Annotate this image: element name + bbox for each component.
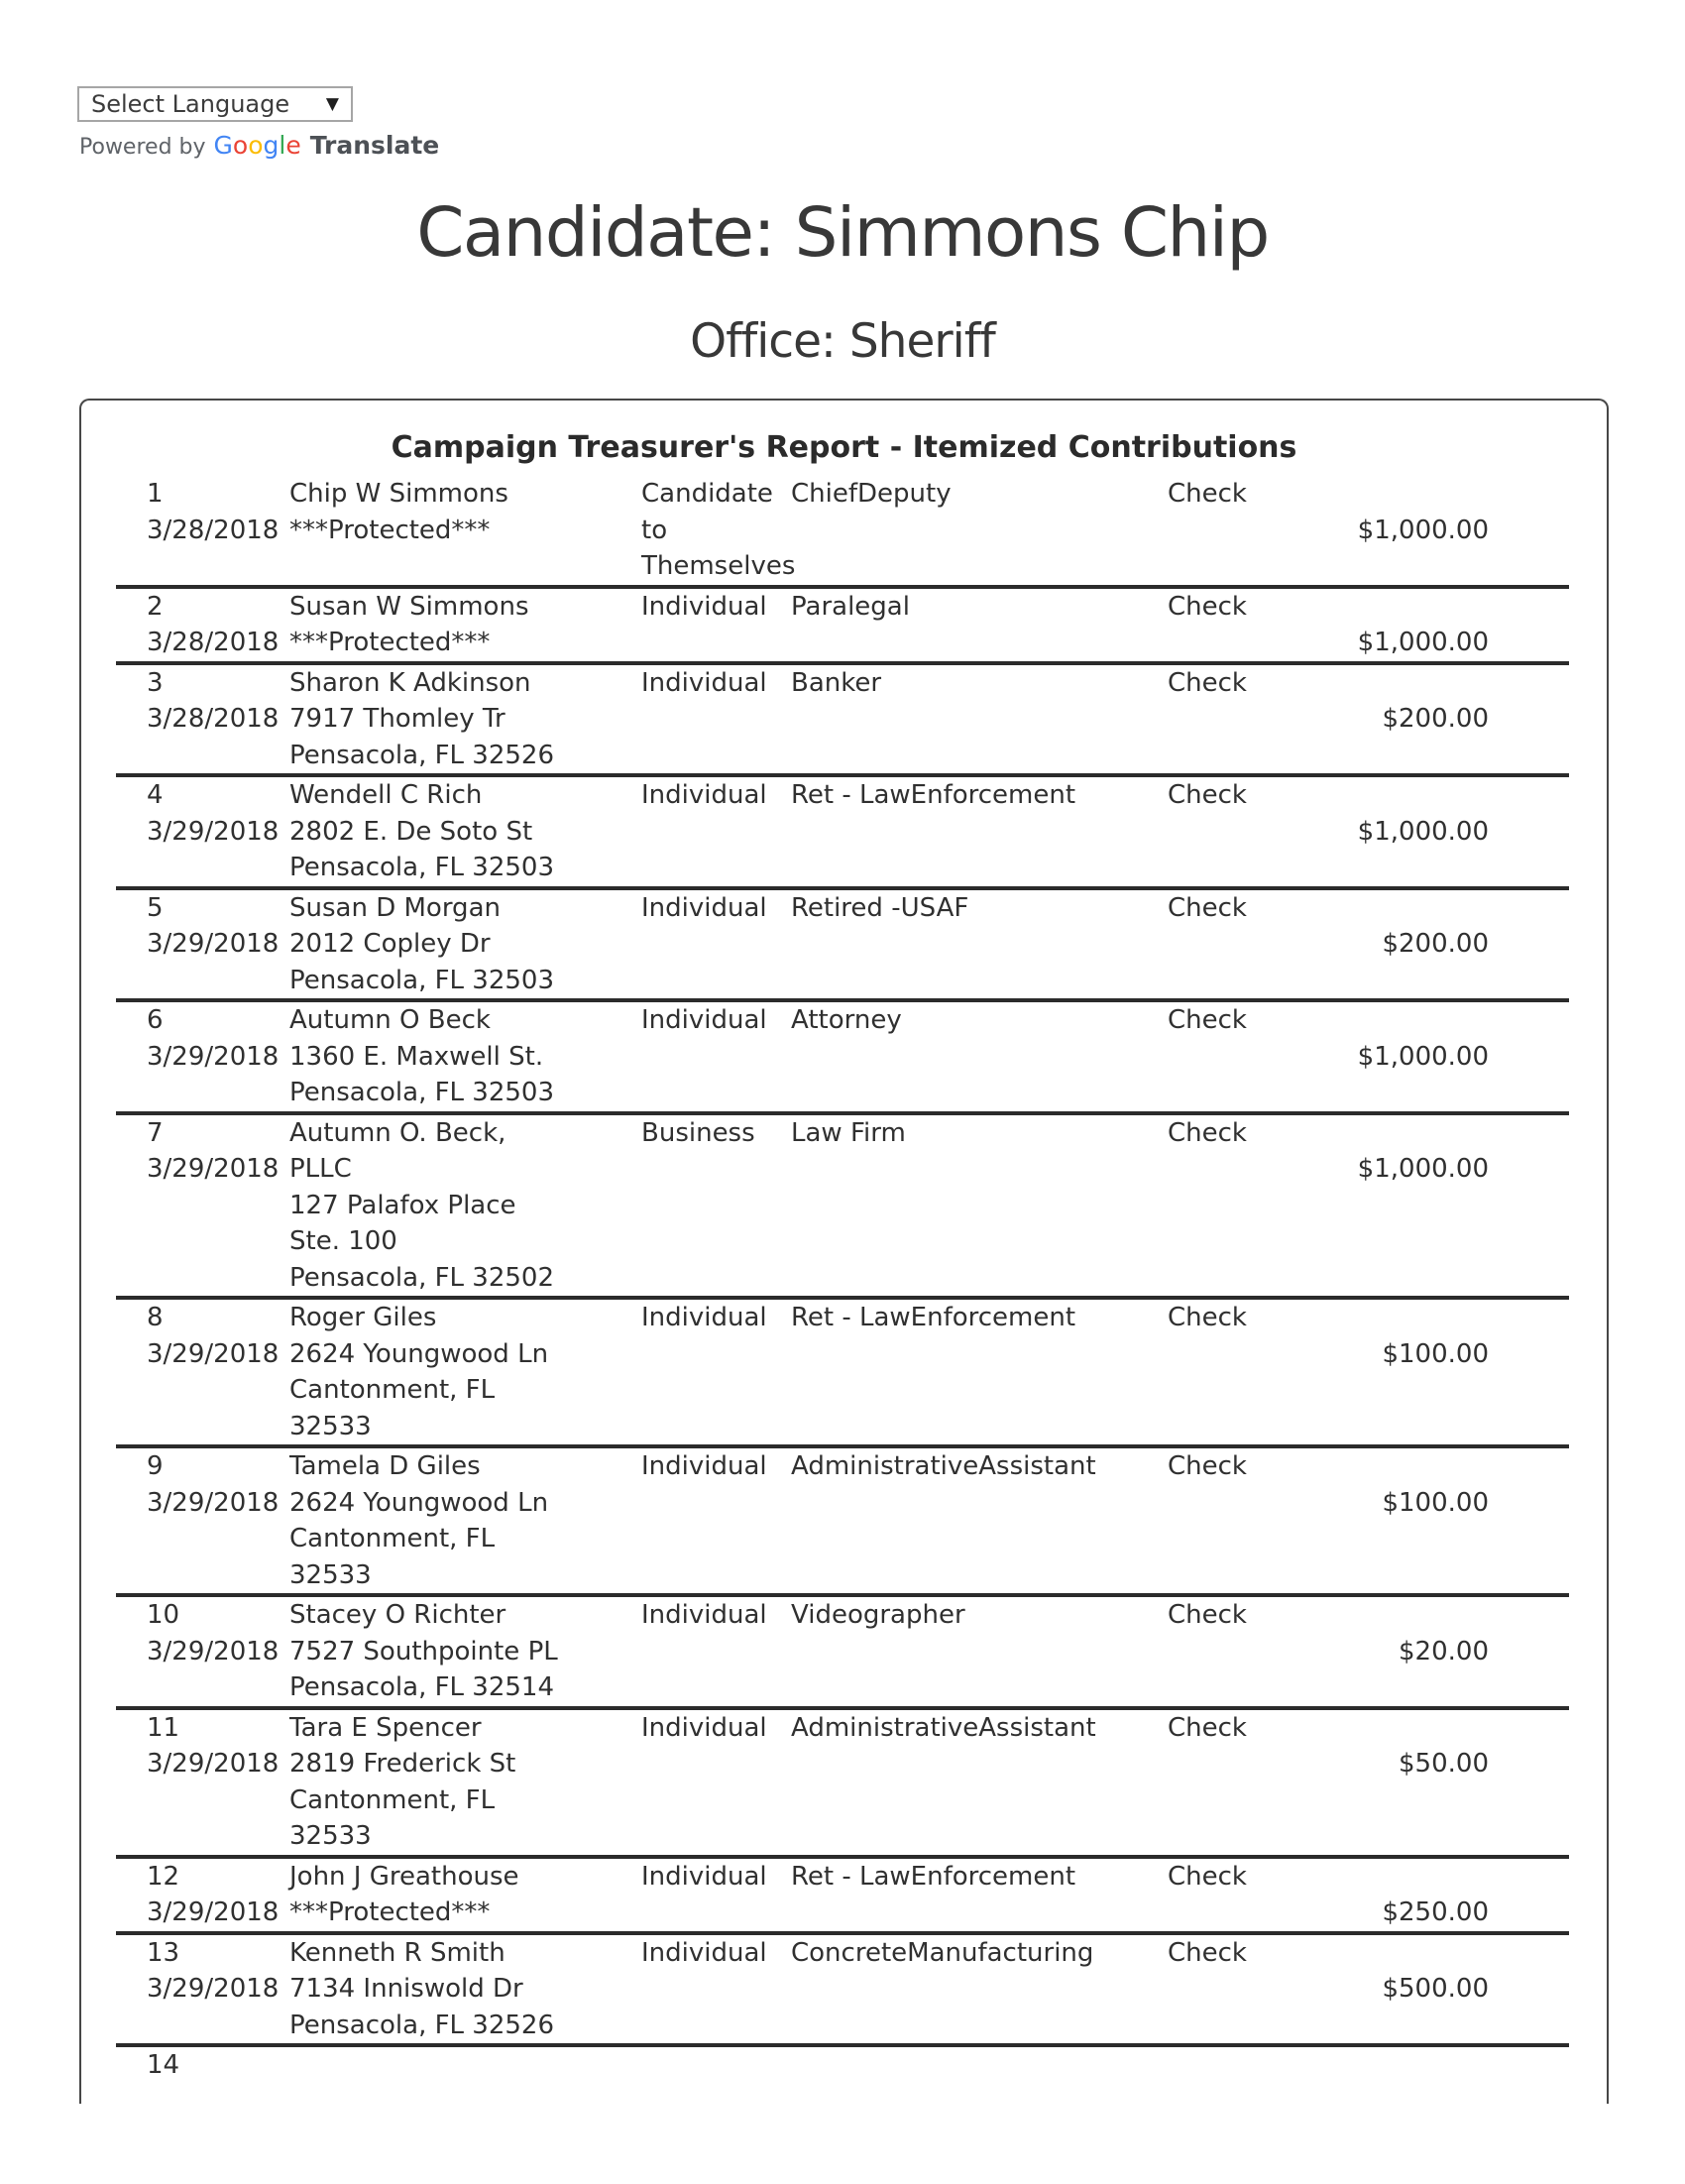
cell-payment-type: Check [1168,1303,1247,1332]
cell-contributor-type [641,1448,791,1593]
cell-contributor-type [641,665,791,774]
row-date: 3/28/2018 [147,515,280,545]
cell-occupation: ChiefDeputy [791,479,952,509]
row-seq: 5 [147,892,164,923]
text-line: ***Protected*** [289,628,491,657]
cell-name-address [289,1859,641,1931]
text-line: 2624 Youngwood Ln [289,1338,549,1369]
cell-contributor-type [641,1115,791,1297]
translate-attribution[interactable] [79,131,439,161]
table-row [147,1859,1607,1931]
cell-name-address [289,1448,641,1593]
row-date: 3/29/2018 [147,1897,280,1927]
cell-occupation: Ret - LawEnforcement [791,1303,1076,1332]
cell-amount: $20.00 [1399,1636,1489,1667]
cell-occupation: Ret - LawEnforcement [791,1861,1076,1892]
row-seq: 14 [147,2050,180,2080]
text-line: Ste. 100 [289,1226,397,1256]
cell-payment-type: Check [1168,667,1247,698]
row-date: 3/29/2018 [147,1487,280,1518]
text-line: 2802 E. De Soto St [289,816,533,847]
cell-amount: $100.00 [1382,1338,1489,1369]
cell-seq-date [147,1935,289,2044]
cell-payment-type: Check [1168,1005,1247,1035]
text-line: Susan D Morgan [289,892,501,923]
google-logo-letter: o [232,131,249,160]
row-date: 3/29/2018 [147,1636,280,1667]
text-line: 7134 Inniswold Dr [289,1974,523,2004]
cell-occupation: ConcreteManufacturing [791,1937,1094,1968]
text-line: 127 Palafox Place [289,1190,516,1220]
cell-name-address [289,589,641,661]
text-line: Themselves [641,551,796,581]
row-date: 3/29/2018 [147,1974,280,2004]
cell-name-address [289,665,641,774]
cell-contributor-type [641,2047,791,2104]
row-date: 3/29/2018 [147,1749,280,1779]
row-seq: 13 [147,1937,180,1968]
candidate-title: Candidate: Simmons Chip [416,193,1269,273]
cell-contributor-type [641,1597,791,1706]
text-line: Stacey O Richter [289,1600,506,1630]
row-date: 3/29/2018 [147,816,280,847]
cell-contributor-type [641,777,791,886]
cell-seq-date [147,777,289,886]
contributions-table [81,476,1607,2104]
google-logo-letter: g [263,131,280,160]
row-seq: 2 [147,591,164,622]
text-line: Wendell C Rich [289,780,483,810]
table-row [147,1300,1607,1444]
text-line: Autumn O Beck [289,1005,491,1035]
cell-seq-date [147,1859,289,1931]
cell-seq-date [147,890,289,999]
row-seq: 4 [147,780,164,810]
cell-name-address [289,1300,641,1444]
text-line: 32533 [289,1821,372,1851]
cell-contributor-type [641,1710,791,1855]
translate-label: Translate [309,131,440,160]
cell-contributor-type [641,890,791,999]
cell-occupation: Retired -USAF [791,892,969,923]
table-row [147,2047,1607,2104]
row-seq: 10 [147,1600,180,1630]
text-line: ***Protected*** [289,515,491,545]
text-line: Individual [641,1861,767,1892]
cell-amount [1316,2047,1489,2104]
text-line: Pensacola, FL 32503 [289,853,555,882]
cell-seq-date [147,1597,289,1706]
text-line: Pensacola, FL 32514 [289,1672,555,1702]
cell-name-address [289,1710,641,1855]
text-line: 1360 E. Maxwell St. [289,1041,544,1072]
text-line: 2819 Frederick St [289,1749,516,1779]
cell-amount: $500.00 [1382,1974,1489,2004]
cell-name-address [289,476,641,585]
cell-contributor-type [641,1935,791,2044]
text-line: 7917 Thomley Tr [289,704,506,734]
cell-occupation: Attorney [791,1005,902,1035]
cell-occupation: Videographer [791,1600,965,1630]
cell-occupation: AdministrativeAssistant [791,1451,1096,1481]
text-line: Individual [641,591,767,622]
cell-payment-type: Check [1168,1861,1247,1892]
cell-amount: $1,000.00 [1357,628,1489,657]
cell-amount: $1,000.00 [1357,1041,1489,1072]
text-line: Sharon K Adkinson [289,667,531,698]
row-seq: 8 [147,1303,164,1332]
cell-name-address [289,1002,641,1111]
text-line: Individual [641,1303,767,1332]
text-line: Susan W Simmons [289,591,529,622]
google-logo-letter: l [279,131,286,160]
report-title: Campaign Treasurer's Report - Itemized Contributions [391,430,1297,465]
cell-payment-type: Check [1168,1712,1247,1743]
cell-occupation: Law Firm [791,1117,906,1148]
cell-amount: $1,000.00 [1357,1154,1489,1184]
text-line: Autumn O. Beck, [289,1117,506,1148]
chevron-down-icon: ▼ [325,94,339,114]
table-row [147,890,1607,999]
cell-seq-date [147,2047,289,2104]
row-seq: 1 [147,479,164,509]
cell-occupation [791,2047,1168,2104]
row-date: 3/29/2018 [147,1041,280,1072]
text-line: to [641,515,668,545]
text-line: Pensacola, FL 32502 [289,1262,555,1293]
row-date: 3/29/2018 [147,929,280,959]
cell-payment-type: Check [1168,479,1247,509]
row-date: 3/29/2018 [147,1338,280,1369]
text-line: Individual [641,1005,767,1035]
text-line: Pensacola, FL 32526 [289,2010,555,2040]
text-line: 7527 Southpointe PL [289,1636,558,1667]
cell-contributor-type [641,1002,791,1111]
table-row [147,1710,1607,1855]
cell-name-address [289,1935,641,2044]
cell-occupation: Paralegal [791,591,910,622]
cell-payment-type: Check [1168,892,1247,923]
text-line: Individual [641,1600,767,1630]
cell-seq-date [147,1002,289,1111]
text-line: Pensacola, FL 32503 [289,965,555,995]
cell-name-address [289,777,641,886]
language-select[interactable] [77,86,353,122]
cell-contributor-type [641,1300,791,1444]
language-select-label: Select Language [91,90,290,118]
row-date: 3/29/2018 [147,1154,280,1184]
text-line: Candidate [641,479,773,509]
row-seq: 9 [147,1451,164,1481]
powered-by-text: Powered by [79,135,206,160]
text-line: John J Greathouse [289,1861,519,1892]
cell-seq-date [147,476,289,585]
text-line: 2012 Copley Dr [289,929,491,959]
table-row [147,1597,1607,1706]
table-row [147,1002,1607,1111]
text-line: Individual [641,780,767,810]
cell-occupation: Ret - LawEnforcement [791,780,1076,810]
cell-seq-date [147,665,289,774]
text-line: 32533 [289,1559,372,1590]
text-line: Individual [641,892,767,923]
table-row [147,589,1607,661]
cell-payment-type: Check [1168,1937,1247,1968]
table-row [147,1115,1607,1297]
row-seq: 6 [147,1005,164,1035]
text-line: Individual [641,1937,767,1968]
text-line: 2624 Youngwood Ln [289,1487,549,1518]
text-line: Tara E Spencer [289,1712,482,1743]
cell-payment-type: Check [1168,780,1247,810]
cell-amount: $1,000.00 [1357,816,1489,847]
row-date: 3/28/2018 [147,704,280,734]
text-line: Pensacola, FL 32526 [289,740,555,770]
cell-occupation: Banker [791,667,882,698]
text-line: Cantonment, FL [289,1784,496,1815]
cell-contributor-type [641,476,796,585]
text-line: Kenneth R Smith [289,1937,506,1968]
text-line: PLLC [289,1154,352,1184]
google-logo [214,131,301,160]
cell-seq-date [147,589,289,661]
report-box [79,399,1609,2104]
row-date: 3/28/2018 [147,628,280,657]
cell-amount: $50.00 [1399,1749,1489,1779]
table-row [147,665,1607,774]
cell-payment-type: Check [1168,591,1247,622]
text-line: Pensacola, FL 32503 [289,1078,555,1107]
cell-amount: $250.00 [1382,1897,1489,1927]
cell-payment-type: Check [1168,1117,1247,1148]
cell-amount: $200.00 [1382,704,1489,734]
text-line: Business [641,1117,755,1148]
cell-name-address [289,1115,641,1297]
table-row [147,1448,1607,1593]
cell-seq-date [147,1300,289,1444]
cell-seq-date [147,1115,289,1297]
google-logo-letter: e [285,131,301,160]
text-line: Individual [641,1712,767,1743]
cell-amount: $1,000.00 [1357,515,1489,545]
text-line: Individual [641,1451,767,1481]
text-line: Chip W Simmons [289,479,508,509]
table-row [147,1935,1607,2044]
cell-amount: $100.00 [1382,1487,1489,1518]
text-line: Cantonment, FL [289,1524,496,1553]
text-line: 32533 [289,1411,372,1441]
row-seq: 7 [147,1117,164,1148]
google-logo-letter: o [248,131,264,160]
row-seq: 12 [147,1861,180,1892]
cell-contributor-type [641,589,791,661]
cell-seq-date [147,1710,289,1855]
cell-name-address [289,890,641,999]
cell-payment-type: Check [1168,1451,1247,1481]
text-line: Individual [641,667,767,698]
google-logo-letter: G [213,131,233,160]
text-line: Roger Giles [289,1303,437,1332]
cell-payment-type: Check [1168,1600,1247,1630]
table-row [147,777,1607,886]
text-line: Cantonment, FL [289,1375,496,1405]
cell-payment-type [1168,2047,1316,2104]
table-row [147,476,1607,585]
cell-name-address [289,1597,641,1706]
cell-occupation: AdministrativeAssistant [791,1712,1096,1743]
cell-amount: $200.00 [1382,929,1489,959]
cell-seq-date [147,1448,289,1593]
cell-name-address [289,2047,641,2104]
office-title: Office: Sheriff [690,314,995,369]
row-seq: 11 [147,1712,180,1743]
text-line: ***Protected*** [289,1897,491,1927]
row-seq: 3 [147,667,164,698]
cell-contributor-type [641,1859,791,1931]
text-line: Tamela D Giles [289,1451,481,1481]
